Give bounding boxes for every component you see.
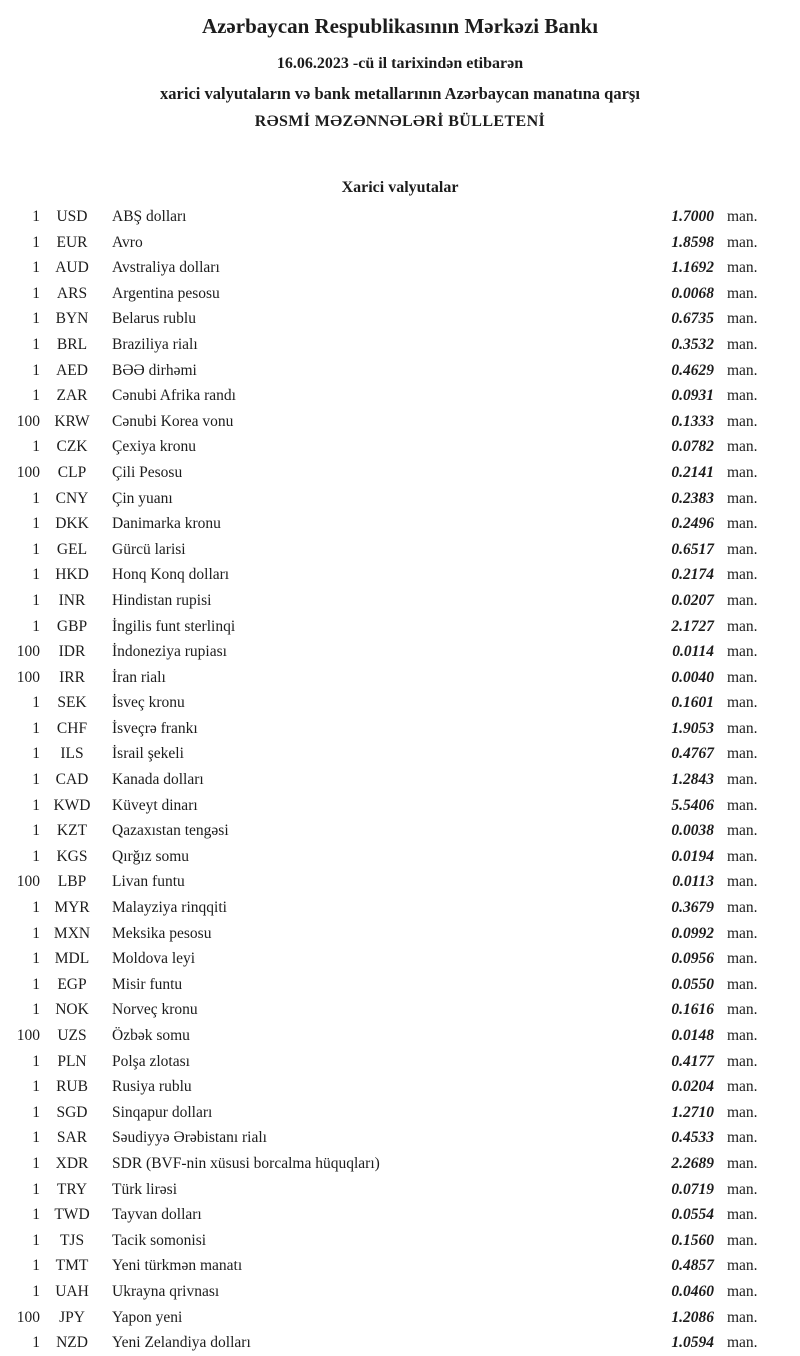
effective-date: 16.06.2023 -cü il tarixindən etibarən — [276, 55, 524, 72]
row-nominal: 1 — [32, 489, 40, 507]
row-unit: man. — [727, 1027, 758, 1044]
row-currency-code: MDL — [54, 950, 90, 968]
row-currency-code: MXN — [53, 924, 91, 942]
table-row — [4, 844, 772, 870]
bulletin-title: RƏSMİ MƏZƏNNƏLƏRİ BÜLLETENİ — [254, 113, 546, 130]
row-nominal: 1 — [32, 847, 40, 865]
row-currency-code: EGP — [57, 975, 87, 993]
row-rate: 2.2689 — [671, 1154, 714, 1172]
row-rate: 0.0204 — [671, 1078, 714, 1096]
row-rate: 0.0194 — [671, 847, 714, 865]
row-currency-code: CAD — [55, 771, 89, 789]
row-unit: man. — [727, 1103, 758, 1121]
row-currency-code: IDR — [58, 643, 86, 661]
row-unit: man. — [727, 284, 758, 302]
doc-subtitle: xarici valyutaların və bank metallarının Azərbaycan manatına qarşı — [160, 84, 640, 103]
table-row — [4, 434, 772, 460]
row-currency-name: İndoneziya rupiası — [112, 643, 227, 661]
row-unit: man. — [727, 591, 758, 609]
table-row — [4, 1100, 772, 1126]
row-nominal: 100 — [16, 643, 40, 661]
row-unit: man. — [727, 719, 758, 737]
row-unit: man. — [727, 233, 758, 251]
table-row — [4, 1151, 772, 1177]
row-currency-name: Qırğız somu — [112, 847, 190, 865]
row-unit: man. — [727, 643, 758, 661]
row-rate: 0.0113 — [672, 873, 714, 891]
row-currency-code: CNY — [55, 489, 89, 507]
row-unit: man. — [727, 668, 758, 686]
table-row — [4, 665, 772, 691]
row-unit: man. — [727, 975, 758, 993]
row-currency-code: KZT — [56, 822, 88, 840]
row-unit: man. — [727, 1052, 758, 1070]
row-unit: man. — [727, 796, 758, 814]
row-nominal: 1 — [32, 208, 40, 225]
row-rate: 0.3532 — [671, 335, 714, 353]
row-rate: 1.0594 — [671, 1334, 714, 1352]
row-currency-code: INR — [58, 591, 86, 609]
row-currency-code: GBP — [56, 617, 88, 635]
row-rate: 0.1560 — [671, 1231, 714, 1249]
table-row — [4, 409, 772, 435]
row-currency-name: Tacik somonisi — [112, 1231, 207, 1249]
row-currency-code: IRR — [59, 668, 85, 686]
row-unit: man. — [727, 361, 758, 379]
row-currency-code: EUR — [56, 233, 88, 251]
row-rate: 0.0040 — [671, 668, 714, 686]
row-unit: man. — [727, 847, 758, 865]
row-currency-code: LBP — [57, 873, 87, 891]
row-currency-code: CLP — [57, 463, 87, 481]
table-row — [4, 690, 772, 716]
table-row — [4, 793, 772, 819]
row-currency-name: Küveyt dinarı — [112, 796, 198, 814]
row-nominal: 100 — [16, 1308, 40, 1326]
row-currency-code: UAH — [55, 1282, 89, 1300]
row-currency-name: Honq Konq dolları — [112, 566, 230, 584]
row-rate: 1.9053 — [671, 719, 714, 737]
row-rate: 0.0550 — [671, 975, 714, 993]
row-currency-code: TJS — [59, 1231, 85, 1249]
table-row — [4, 1023, 772, 1049]
row-nominal: 100 — [16, 412, 40, 430]
row-unit: man. — [727, 1129, 758, 1147]
row-currency-name: Özbək somu — [112, 1027, 190, 1044]
row-unit: man. — [727, 540, 758, 558]
row-nominal: 1 — [32, 1078, 40, 1096]
table-row — [4, 1074, 772, 1100]
row-unit: man. — [727, 1180, 758, 1198]
table-row — [4, 204, 772, 230]
row-unit: man. — [727, 438, 758, 456]
row-rate: 0.1333 — [671, 412, 714, 430]
row-rate: 0.0038 — [671, 822, 714, 840]
row-currency-name: Cənubi Afrika randı — [112, 387, 236, 405]
row-currency-code: SEK — [57, 694, 87, 712]
row-rate: 0.2383 — [671, 489, 714, 507]
row-nominal: 1 — [32, 1129, 40, 1147]
table-row — [4, 972, 772, 998]
row-currency-name: İngilis funt sterlinqi — [112, 617, 236, 635]
row-rate: 5.5406 — [671, 796, 714, 814]
row-nominal: 1 — [32, 1103, 40, 1121]
table-row — [4, 1177, 772, 1203]
row-unit: man. — [727, 617, 758, 635]
table-row — [4, 281, 772, 307]
row-nominal: 1 — [32, 566, 40, 584]
row-unit: man. — [727, 873, 758, 891]
row-unit: man. — [727, 566, 758, 584]
table-row — [4, 921, 772, 947]
table-row — [4, 741, 772, 767]
row-currency-code: BRL — [56, 335, 88, 353]
row-nominal: 1 — [32, 719, 40, 737]
row-currency-name: Meksika pesosu — [112, 924, 212, 942]
row-nominal: 1 — [32, 745, 40, 763]
row-rate: 1.8598 — [671, 233, 714, 251]
row-currency-code: GEL — [56, 540, 88, 558]
row-unit: man. — [727, 1001, 758, 1019]
row-nominal: 1 — [32, 310, 40, 328]
row-rate: 0.0992 — [671, 924, 714, 942]
row-currency-name: BƏƏ dirhəmi — [112, 361, 197, 379]
row-unit: man. — [727, 771, 758, 789]
row-currency-code: MYR — [54, 899, 90, 917]
row-unit: man. — [727, 463, 758, 481]
row-currency-code: NZD — [56, 1334, 88, 1352]
section-title-foreign-currencies: Xarici valyutalar — [341, 179, 459, 196]
row-rate: 0.0782 — [671, 438, 714, 456]
row-currency-code: TWD — [54, 1206, 90, 1224]
row-nominal: 1 — [32, 284, 40, 302]
row-unit: man. — [727, 822, 758, 840]
table-row — [4, 716, 772, 742]
row-nominal: 1 — [32, 1334, 40, 1352]
document-header — [0, 0, 800, 131]
row-unit: man. — [727, 412, 758, 430]
row-unit: man. — [727, 310, 758, 328]
row-currency-name: İsrail şekeli — [112, 745, 184, 763]
row-unit: man. — [727, 489, 758, 507]
row-currency-name: Rusiya rublu — [112, 1078, 192, 1096]
table-row — [4, 946, 772, 972]
row-rate: 0.0068 — [671, 284, 714, 302]
row-rate: 1.7000 — [671, 208, 714, 225]
row-nominal: 1 — [32, 540, 40, 558]
row-rate: 0.6517 — [671, 540, 714, 558]
row-nominal: 1 — [32, 259, 40, 277]
bank-title: Azərbaycan Respublikasının Mərkəzi Bankı — [201, 14, 599, 38]
row-currency-name: İsveç kronu — [112, 694, 185, 712]
row-currency-code: HKD — [55, 566, 89, 584]
row-currency-name: Hindistan rupisi — [112, 591, 212, 609]
row-currency-name: Yeni Zelandiya dolları — [112, 1334, 251, 1352]
row-currency-name: Cənubi Korea vonu — [112, 412, 234, 430]
row-currency-name: Tayvan dolları — [112, 1206, 202, 1224]
row-currency-name: Belarus rublu — [112, 310, 196, 328]
row-currency-name: Malayziya rinqqiti — [112, 899, 227, 917]
row-currency-code: CZK — [56, 438, 88, 456]
row-unit: man. — [727, 259, 758, 277]
row-currency-code: KGS — [56, 847, 88, 865]
table-row — [4, 332, 772, 358]
row-unit: man. — [727, 387, 758, 405]
row-rate: 1.2710 — [671, 1103, 714, 1121]
row-unit: man. — [727, 1334, 758, 1352]
row-currency-code: ZAR — [56, 387, 88, 405]
table-row — [4, 639, 772, 665]
row-nominal: 1 — [32, 387, 40, 405]
table-row — [4, 1253, 772, 1279]
row-currency-name: SDR (BVF-nin xüsusi borcalma hüquqları) — [112, 1154, 380, 1172]
row-unit: man. — [727, 950, 758, 968]
row-currency-name: Misir funtu — [112, 975, 183, 993]
row-rate: 0.0931 — [671, 387, 714, 405]
row-currency-name: Danimarka kronu — [112, 515, 221, 533]
row-unit: man. — [727, 1308, 758, 1326]
row-nominal: 1 — [32, 1154, 40, 1172]
row-currency-name: Gürcü larisi — [112, 540, 186, 558]
row-currency-name: Avstraliya dolları — [112, 259, 220, 277]
row-unit: man. — [727, 515, 758, 533]
table-row — [4, 818, 772, 844]
table-row — [4, 869, 772, 895]
row-rate: 0.0554 — [671, 1206, 714, 1224]
row-currency-code: DKK — [55, 515, 89, 533]
table-row — [4, 358, 772, 384]
row-nominal: 1 — [32, 1231, 40, 1249]
row-rate: 0.4857 — [671, 1257, 714, 1275]
table-row — [4, 383, 772, 409]
row-rate: 0.2174 — [671, 566, 714, 584]
row-currency-code: AED — [56, 361, 88, 379]
row-unit: man. — [727, 1154, 758, 1172]
row-currency-code: PLN — [57, 1052, 87, 1070]
table-row — [4, 767, 772, 793]
row-unit: man. — [727, 1078, 758, 1096]
row-rate: 1.2843 — [671, 771, 714, 789]
row-nominal: 1 — [32, 438, 40, 456]
row-rate: 0.4629 — [671, 361, 714, 379]
row-rate: 1.1692 — [671, 259, 714, 277]
row-rate: 0.4767 — [671, 745, 714, 763]
row-nominal: 1 — [32, 617, 40, 635]
row-currency-code: ARS — [56, 284, 88, 302]
row-currency-name: Kanada dolları — [112, 771, 204, 789]
row-unit: man. — [727, 208, 758, 225]
row-currency-name: Argentina pesosu — [112, 284, 220, 302]
row-currency-code: AUD — [55, 259, 89, 277]
row-currency-name: Türk lirəsi — [112, 1180, 177, 1198]
row-currency-code: TRY — [56, 1180, 88, 1198]
table-row — [4, 306, 772, 332]
row-currency-name: Moldova leyi — [112, 950, 196, 968]
row-currency-code: TMT — [55, 1257, 89, 1275]
row-nominal: 1 — [32, 899, 40, 917]
row-nominal: 1 — [32, 771, 40, 789]
row-nominal: 1 — [32, 1282, 40, 1300]
row-unit: man. — [727, 335, 758, 353]
row-nominal: 1 — [32, 694, 40, 712]
row-currency-code: JPY — [59, 1308, 85, 1326]
row-nominal: 100 — [16, 1027, 40, 1044]
table-row — [4, 460, 772, 486]
row-currency-name: İran rialı — [112, 668, 166, 686]
row-currency-code: RUB — [56, 1078, 88, 1096]
row-rate: 0.6735 — [671, 310, 714, 328]
table-row — [4, 511, 772, 537]
row-nominal: 1 — [32, 361, 40, 379]
row-currency-code: USD — [56, 208, 88, 225]
table-row — [4, 997, 772, 1023]
table-row — [4, 537, 772, 563]
row-rate: 0.0956 — [671, 950, 714, 968]
row-rate: 0.2141 — [671, 463, 714, 481]
row-nominal: 1 — [32, 591, 40, 609]
rates-table — [0, 204, 800, 1356]
row-nominal: 1 — [32, 924, 40, 942]
row-rate: 0.0719 — [671, 1180, 714, 1198]
row-currency-code: KRW — [54, 412, 90, 430]
row-nominal: 1 — [32, 796, 40, 814]
row-nominal: 100 — [16, 873, 40, 891]
row-currency-name: Çin yuanı — [112, 489, 173, 507]
row-currency-code: SAR — [56, 1129, 88, 1147]
row-nominal: 1 — [32, 1052, 40, 1070]
table-row — [4, 562, 772, 588]
row-nominal: 1 — [32, 975, 40, 993]
row-currency-name: Livan funtu — [112, 873, 185, 891]
row-nominal: 1 — [32, 1257, 40, 1275]
table-row — [4, 1305, 772, 1331]
row-rate: 0.0114 — [672, 643, 714, 661]
row-currency-name: Sinqapur dolları — [112, 1103, 213, 1121]
row-rate: 0.0460 — [671, 1282, 714, 1300]
table-row — [4, 1228, 772, 1254]
row-nominal: 1 — [32, 1001, 40, 1019]
row-nominal: 1 — [32, 515, 40, 533]
row-rate: 0.4533 — [671, 1129, 714, 1147]
row-unit: man. — [727, 1231, 758, 1249]
row-rate: 0.2496 — [671, 515, 714, 533]
row-currency-code: BYN — [55, 310, 89, 328]
row-rate: 0.1616 — [671, 1001, 714, 1019]
row-currency-code: XDR — [55, 1154, 89, 1172]
row-unit: man. — [727, 1257, 758, 1275]
table-row — [4, 255, 772, 281]
row-rate: 0.0207 — [671, 591, 714, 609]
row-currency-name: Avro — [112, 233, 143, 251]
row-unit: man. — [727, 1206, 758, 1224]
row-currency-name: Yapon yeni — [112, 1308, 183, 1326]
row-unit: man. — [727, 924, 758, 942]
row-rate: 0.0148 — [671, 1027, 714, 1044]
row-currency-name: Ukrayna qrivnası — [112, 1282, 220, 1300]
row-currency-name: İsveçrə frankı — [112, 719, 198, 737]
row-currency-code: UZS — [57, 1027, 87, 1044]
table-row — [4, 1049, 772, 1075]
row-nominal: 100 — [16, 463, 40, 481]
row-currency-code: ILS — [60, 745, 84, 763]
row-unit: man. — [727, 694, 758, 712]
row-nominal: 1 — [32, 950, 40, 968]
row-nominal: 1 — [32, 1180, 40, 1198]
row-unit: man. — [727, 899, 758, 917]
row-nominal: 1 — [32, 233, 40, 251]
row-currency-code: CHF — [56, 719, 88, 737]
row-unit: man. — [727, 745, 758, 763]
table-row — [4, 230, 772, 256]
row-rate: 0.1601 — [671, 694, 714, 712]
row-currency-name: Səudiyyə Ərəbistanı rialı — [112, 1129, 267, 1147]
row-rate: 2.1727 — [671, 617, 714, 635]
row-currency-code: KWD — [53, 796, 91, 814]
row-rate: 0.3679 — [671, 899, 714, 917]
row-currency-name: ABŞ dolları — [112, 208, 187, 225]
row-unit: man. — [727, 1282, 758, 1300]
table-row — [4, 1279, 772, 1305]
table-row — [4, 614, 772, 640]
row-nominal: 1 — [32, 822, 40, 840]
table-row — [4, 1125, 772, 1151]
row-nominal: 100 — [16, 668, 40, 686]
row-nominal: 1 — [32, 335, 40, 353]
row-nominal: 1 — [32, 1206, 40, 1224]
row-currency-name: Braziliya rialı — [112, 335, 198, 353]
row-rate: 0.4177 — [671, 1052, 714, 1070]
table-row — [4, 1202, 772, 1228]
table-row — [4, 486, 772, 512]
row-currency-code: NOK — [55, 1001, 89, 1019]
table-row — [4, 588, 772, 614]
row-currency-name: Qazaxıstan tengəsi — [112, 822, 229, 840]
row-currency-code: SGD — [56, 1103, 88, 1121]
table-row — [4, 895, 772, 921]
row-currency-name: Çexiya kronu — [112, 438, 196, 456]
row-rate: 1.2086 — [671, 1308, 714, 1326]
row-currency-name: Çili Pesosu — [112, 463, 183, 481]
row-currency-name: Polşa zlotası — [112, 1052, 190, 1070]
row-currency-name: Yeni türkmən manatı — [112, 1257, 243, 1275]
row-currency-name: Norveç kronu — [112, 1001, 198, 1019]
